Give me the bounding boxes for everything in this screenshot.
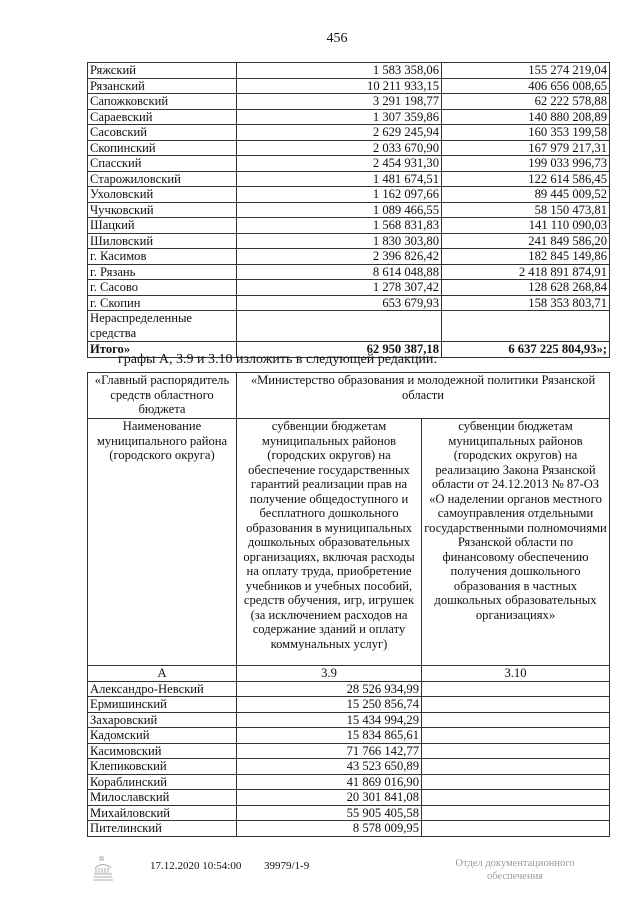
row-name: Скопинский [88, 140, 237, 156]
row-name: Ермишинский [88, 697, 237, 713]
row-value-3-9: 15 434 994,29 [237, 712, 422, 728]
row-name: Захаровский [88, 712, 237, 728]
table-row [88, 78, 610, 94]
row-value-2: 158 353 803,71 [442, 295, 610, 311]
row-value-3-9: 15 834 865,61 [237, 728, 422, 744]
row-name: г. Рязань [88, 264, 237, 280]
header-3-10: субвенции бюджетам муниципальных районов (городских округов) на реализацию Закона Рязанской области от 24.12.2013 № 87-ОЗ «О наделении органов местного самоуправления отдельными государственными полномочиями Рязанской области по финансовому обеспечению получения дошкольного образования в частных дошкольных образовательных организациях» [422, 419, 610, 666]
row-value-3-9: 28 526 934,99 [237, 681, 422, 697]
row-value-3-10 [422, 697, 610, 713]
row-value-1: 653 679,93 [237, 295, 442, 311]
header-row-columns [88, 419, 610, 666]
row-name: г. Сасово [88, 280, 237, 296]
table-row [88, 125, 610, 141]
row-name: Милославский [88, 790, 237, 806]
table-row [88, 171, 610, 187]
table-row [88, 63, 610, 79]
row-value-2: 406 656 008,65 [442, 78, 610, 94]
table-row [88, 697, 610, 713]
table-row [88, 681, 610, 697]
footer-datetime: 17.12.2020 10:54:00 [150, 860, 242, 872]
row-name: Старожиловский [88, 171, 237, 187]
row-value-2: 141 110 090,03 [442, 218, 610, 234]
row-value-3-9: 55 905 405,58 [237, 805, 422, 821]
table-row [88, 94, 610, 110]
header-name: Наименование муниципального района (городского округа) [88, 419, 237, 666]
instruction-text: графы А, 3.9 и 3.10 изложить в следующей редакции: [118, 352, 438, 367]
col-3-10: 3.10 [422, 666, 610, 682]
row-value-1: 10 211 933,15 [237, 78, 442, 94]
row-name: Ряжский [88, 63, 237, 79]
row-value-3-9: 41 869 016,90 [237, 774, 422, 790]
row-value-3-10 [422, 774, 610, 790]
table-row [88, 295, 610, 311]
footer-doc-number: 39979/1-9 [264, 860, 310, 872]
header-3-9: субвенции бюджетам муниципальных районов (городских округов) на обеспечение государственных гарантий реализации прав на получение общедоступного и бесплатного дошкольного образования в муниципальных дошкольных образовательных организациях, включая расходы на оплату труда, приобретение учебников и учебных пособий, средств обучения, игр, игрушек (за исключением расходов на содержание зданий и оплату коммунальных услуг) [237, 419, 422, 666]
row-name: Ухоловский [88, 187, 237, 203]
header-ministry: «Министерство образования и молодежной политики Рязанской области [237, 373, 610, 419]
row-value-3-9: 15 250 856,74 [237, 697, 422, 713]
row-value-3-10 [422, 712, 610, 728]
total-value-2: 6 637 225 804,93»; [442, 342, 610, 358]
emblem-icon [92, 856, 114, 882]
row-name: Чучковский [88, 202, 237, 218]
table-row [88, 790, 610, 806]
table-row [88, 712, 610, 728]
row-value-2: 199 033 996,73 [442, 156, 610, 172]
row-value-3-10 [422, 805, 610, 821]
table-row [88, 821, 610, 837]
row-value-1: 8 614 048,88 [237, 264, 442, 280]
table-row [88, 109, 610, 125]
row-value-1: 1 278 307,42 [237, 280, 442, 296]
row-value-2: 128 628 268,84 [442, 280, 610, 296]
row-value-3-9: 43 523 650,89 [237, 759, 422, 775]
table-row [88, 218, 610, 234]
table-row [88, 249, 610, 265]
row-value-1: 1 830 303,80 [237, 233, 442, 249]
col-3-9: 3.9 [237, 666, 422, 682]
row-name: Сапожковский [88, 94, 237, 110]
header-row-owner [88, 373, 610, 419]
header-owner: «Главный распорядитель средств областного бюджета [88, 373, 237, 419]
row-value-3-9: 71 766 142,77 [237, 743, 422, 759]
row-value-3-10 [422, 681, 610, 697]
row-name: Спасский [88, 156, 237, 172]
row-value-1: 1 481 674,51 [237, 171, 442, 187]
row-value-1: 1 583 358,06 [237, 63, 442, 79]
row-value-3-10 [422, 743, 610, 759]
row-name: Пителинский [88, 821, 237, 837]
row-value-2: 167 979 217,31 [442, 140, 610, 156]
row-value-1: 1 307 359,86 [237, 109, 442, 125]
table-row [88, 805, 610, 821]
table-row [88, 759, 610, 775]
row-value-3-10 [422, 728, 610, 744]
table-row [88, 156, 610, 172]
row-name: Михайловский [88, 805, 237, 821]
row-name: Касимовский [88, 743, 237, 759]
row-value-3-10 [422, 821, 610, 837]
row-value-2: 62 222 578,88 [442, 94, 610, 110]
row-value-1: 2 396 826,42 [237, 249, 442, 265]
table-row [88, 774, 610, 790]
row-value-3-10 [422, 759, 610, 775]
row-value-1: 1 162 097,66 [237, 187, 442, 203]
row-name: Сасовский [88, 125, 237, 141]
footer-department: Отдел документационного обеспечения [455, 858, 575, 882]
row-value-1: 2 454 931,30 [237, 156, 442, 172]
row-value-1: 3 291 198,77 [237, 94, 442, 110]
row-name: г. Касимов [88, 249, 237, 265]
table-row [88, 264, 610, 280]
table-row [88, 280, 610, 296]
row-name: Нераспределенные средства [88, 311, 237, 342]
row-value-2: 155 274 219,04 [442, 63, 610, 79]
table-row [88, 187, 610, 203]
col-a: А [88, 666, 237, 682]
row-name: Клепиковский [88, 759, 237, 775]
allocation-table-continued [87, 62, 610, 358]
row-value-2: 241 849 586,20 [442, 233, 610, 249]
row-name: Кораблинский [88, 774, 237, 790]
unallocated-row [88, 311, 610, 342]
row-name: г. Скопин [88, 295, 237, 311]
row-name: Кадомский [88, 728, 237, 744]
row-value-3-9: 8 578 009,95 [237, 821, 422, 837]
row-name: Шацкий [88, 218, 237, 234]
table-row [88, 728, 610, 744]
row-value-1: 2 629 245,94 [237, 125, 442, 141]
table-row [88, 202, 610, 218]
row-name: Итого» [88, 342, 237, 358]
row-value-2: 58 150 473,81 [442, 202, 610, 218]
row-value-1: 1 568 831,83 [237, 218, 442, 234]
row-value-2: 89 445 009,52 [442, 187, 610, 203]
row-value-1: 2 033 670,90 [237, 140, 442, 156]
row-value-2: 160 353 199,58 [442, 125, 610, 141]
row-value-1: 1 089 466,55 [237, 202, 442, 218]
column-number-row [88, 666, 610, 682]
allocation-table-new [87, 372, 610, 837]
total-value-1: 62 950 387,18 [237, 342, 442, 358]
table-row [88, 743, 610, 759]
row-value-2: 182 845 149,86 [442, 249, 610, 265]
row-value-2: 140 880 208,89 [442, 109, 610, 125]
row-value-2: 2 418 891 874,91 [442, 264, 610, 280]
row-value-2: 122 614 586,45 [442, 171, 610, 187]
row-name: Александро-Невский [88, 681, 237, 697]
row-name: Рязанский [88, 78, 237, 94]
page-number: 456 [326, 31, 348, 46]
row-name: Шиловский [88, 233, 237, 249]
table-row [88, 233, 610, 249]
row-value-3-10 [422, 790, 610, 806]
row-name: Сараевский [88, 109, 237, 125]
table-row [88, 140, 610, 156]
row-value-3-9: 20 301 841,08 [237, 790, 422, 806]
